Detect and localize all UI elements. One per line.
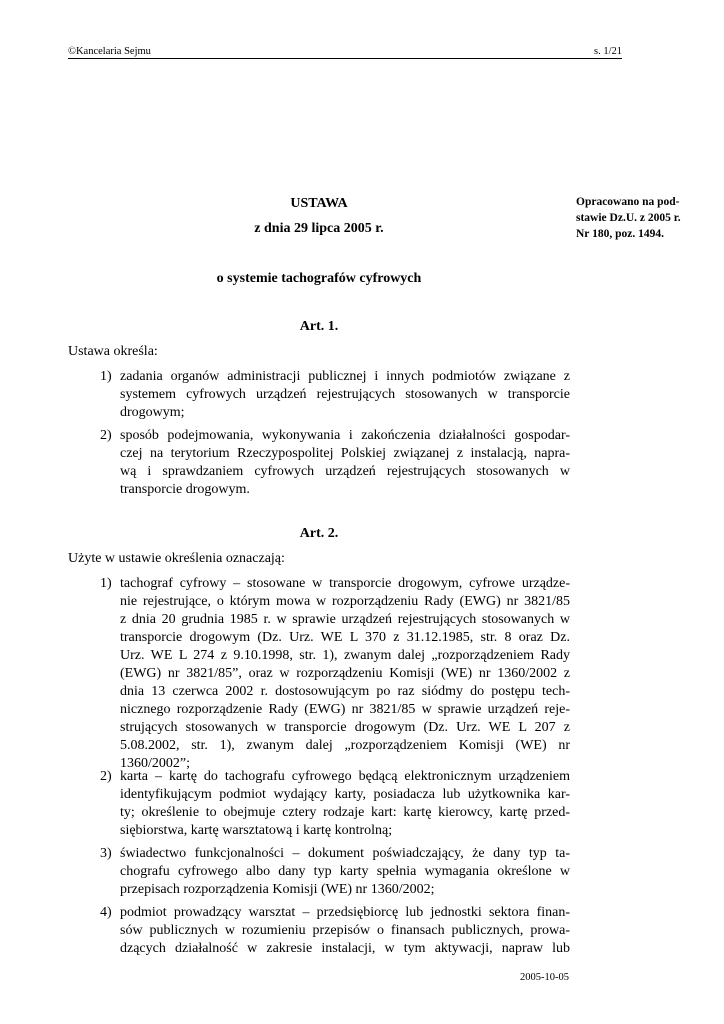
item-number: 3): [100, 846, 112, 861]
article-2-heading: Art. 2.: [299, 526, 339, 541]
item-number: 2): [100, 769, 112, 784]
document-subject: o systemie tachografów cyfrowych: [216, 271, 422, 286]
article-1-item-2: [100, 427, 570, 499]
article-2-item-2: [100, 768, 570, 840]
item-text-line: sów publicznych w rozumieniu przepisów o finansach publicznych, prowa-: [120, 923, 570, 938]
document-title: USTAWA: [290, 196, 348, 211]
article-2-intro: Użyte w ustawie określenia oznaczają:: [68, 551, 285, 566]
item-text-line: z dnia 20 grudnia 1985 r. w sprawie urządzeń rejestrujących stosowanych w: [120, 612, 570, 627]
item-text-line: siębiorstwa, kartę warsztatową i kartę kontrolną;: [120, 823, 393, 838]
item-text-line: podmiot prowadzący warsztat – przedsiębiorcę lub jednostki sektora finan-: [120, 905, 570, 920]
item-text-line: ty; określenie to obejmuje cztery rodzaje kart: kartę kierowcy, kartę przed-: [120, 805, 570, 820]
article-1-heading: Art. 1.: [299, 319, 339, 334]
item-text-line: systemem cyfrowych urządzeń rejestrujących stosowanych w transporcie: [120, 387, 570, 402]
item-text-line: identyfikującym podmiot wydający karty, posiadacza lub użytkownika kar-: [120, 787, 570, 802]
item-text-line: dzących działalność w zakresie instalacji, w tym aktywacji, napraw lub: [120, 941, 570, 956]
article-2-item-4: [100, 904, 570, 958]
item-text-line: Urz. WE L 274 z 9.10.1998, str. 1), zwanym dalej „rozporządzeniem Rady: [120, 648, 570, 663]
item-text-line: czej na terytorium Rzeczypospolitej Polskiej związanej z instalacją, napra-: [120, 446, 570, 461]
item-text-line: zadania organów administracji publicznej i innych podmiotów związane z: [120, 369, 570, 384]
item-text-line: świadectwo funkcjonalności – dokument poświadczający, że dany typ ta-: [120, 846, 570, 861]
item-text-line: strujących stosowanych w transporcie drogowym (Dz. Urz. WE L 207 z: [120, 720, 570, 735]
item-text-line: karta – kartę do tachografu cyfrowego będącą elektronicznym urządzeniem: [120, 769, 570, 784]
item-text-line: wą i sprawdzaniem cyfrowych urządzeń rejestrujących stosowanych w: [120, 464, 570, 479]
item-text-line: drogowym;: [120, 405, 185, 420]
item-text-line: chografu cyfrowego albo dany typ karty spełnia wymagania określone w: [120, 864, 570, 879]
item-text-line: nicznego rozporządzenie Rady (EWG) nr 3821/85 w sprawie urządzeń reje-: [120, 702, 570, 717]
side-note-line: stawie Dz.U. z 2005 r.: [576, 212, 681, 224]
side-note: [576, 194, 706, 242]
article-1-intro: Ustawa określa:: [68, 344, 158, 359]
page-header: [68, 46, 622, 59]
side-note-line: Nr 180, poz. 1494.: [576, 228, 664, 240]
item-text-line: (EWG) nr 3821/85”, oraz w rozporządzeniu Komisji (WE) nr 1360/2002 z: [120, 666, 570, 681]
article-1-item-1: [100, 368, 570, 422]
item-text-line: tachograf cyfrowy – stosowane w transporcie drogowym, cyfrowe urządze-: [120, 576, 570, 591]
item-number: 1): [100, 576, 112, 591]
item-text-line: transporcie drogowym (Dz. Urz. WE L 370 z 31.12.1985, str. 8 oraz Dz.: [120, 630, 570, 645]
item-text-line: nie rejestrujące, o którym mowa w rozporządzeniu Rady (EWG) nr 3821/85: [120, 594, 570, 609]
header-copyright: ©Kancelaria Sejmu: [68, 46, 151, 57]
article-2-item-3: [100, 845, 570, 899]
footer-date: 2005-10-05: [520, 972, 569, 983]
article-2-item-1: [100, 575, 570, 773]
item-text-line: przepisach rozporządzenia Komisji (WE) nr 1360/2002;: [120, 882, 435, 897]
document-date: z dnia 29 lipca 2005 r.: [254, 221, 384, 236]
item-text-line: sposób podejmowania, wykonywania i zakończenia działalności gospodar-: [120, 428, 570, 443]
header-page-number: s. 1/21: [593, 46, 622, 57]
item-number: 4): [100, 905, 112, 920]
side-note-line: Opracowano na pod-: [576, 196, 680, 208]
item-text-line: 5.08.2002, str. 1), zwanym dalej „rozporządzeniem Komisji (WE) nr: [120, 738, 570, 753]
item-number: 1): [100, 369, 112, 384]
item-text-line: transporcie drogowym.: [120, 482, 250, 497]
item-text-line: dnia 13 czerwca 2002 r. dostosowującym po raz siódmy do postępu tech-: [120, 684, 570, 699]
item-text-line: 1360/2002”;: [120, 756, 190, 771]
item-number: 2): [100, 428, 112, 443]
